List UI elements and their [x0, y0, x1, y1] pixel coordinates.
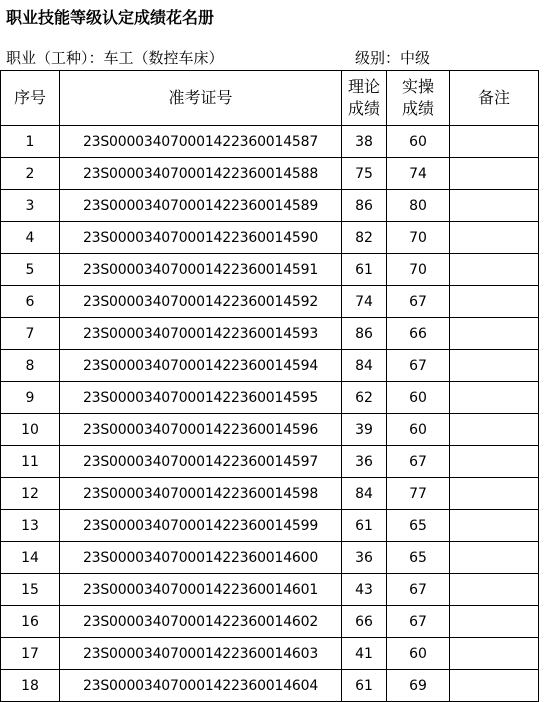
cell-cert: 23S000034070001422360014595 [60, 382, 342, 414]
cell-remark [450, 222, 539, 254]
cell-theory: 75 [342, 158, 387, 190]
cell-practice: 67 [387, 606, 450, 638]
table-header-row [1, 71, 539, 126]
col-header-practice-line1: 实操 [401, 77, 434, 96]
table-body [1, 126, 539, 702]
cell-remark [450, 190, 539, 222]
cell-theory: 61 [342, 254, 387, 286]
col-header-theory [342, 71, 387, 126]
subtitle-row [0, 46, 545, 70]
cell-seq: 17 [1, 638, 60, 670]
cell-cert: 23S000034070001422360014599 [60, 510, 342, 542]
cell-cert: 23S000034070001422360014604 [60, 670, 342, 702]
cell-cert: 23S000034070001422360014589 [60, 190, 342, 222]
cell-cert: 23S000034070001422360014597 [60, 446, 342, 478]
cell-practice: 60 [387, 126, 450, 158]
table-row [1, 606, 539, 638]
table-row [1, 542, 539, 574]
cell-practice: 65 [387, 510, 450, 542]
cell-seq: 11 [1, 446, 60, 478]
cell-seq: 4 [1, 222, 60, 254]
cell-practice: 67 [387, 446, 450, 478]
col-header-practice [387, 71, 450, 126]
cell-theory: 62 [342, 382, 387, 414]
col-header-practice-line2: 成绩 [401, 99, 434, 118]
cell-theory: 36 [342, 446, 387, 478]
col-header-seq: 序号 [1, 71, 60, 126]
cell-remark [450, 414, 539, 446]
cell-remark [450, 478, 539, 510]
cell-seq: 8 [1, 350, 60, 382]
cell-remark [450, 542, 539, 574]
table-row [1, 382, 539, 414]
cell-seq: 14 [1, 542, 60, 574]
cell-seq: 7 [1, 318, 60, 350]
col-header-theory-line2: 成绩 [347, 99, 380, 118]
cell-practice: 60 [387, 382, 450, 414]
cell-practice: 60 [387, 414, 450, 446]
cell-remark [450, 318, 539, 350]
cell-practice: 80 [387, 190, 450, 222]
table-row [1, 222, 539, 254]
cell-practice: 67 [387, 574, 450, 606]
table-row [1, 158, 539, 190]
table-row [1, 318, 539, 350]
cell-practice: 77 [387, 478, 450, 510]
table-row [1, 574, 539, 606]
col-header-theory-line1: 理论 [347, 77, 380, 96]
cell-seq: 2 [1, 158, 60, 190]
cell-practice: 60 [387, 638, 450, 670]
cell-remark [450, 638, 539, 670]
cell-remark [450, 126, 539, 158]
cell-theory: 74 [342, 286, 387, 318]
cell-practice: 69 [387, 670, 450, 702]
cell-seq: 16 [1, 606, 60, 638]
cell-seq: 5 [1, 254, 60, 286]
table-row [1, 510, 539, 542]
cell-theory: 41 [342, 638, 387, 670]
cell-seq: 1 [1, 126, 60, 158]
cell-remark [450, 670, 539, 702]
col-header-remarks: 备注 [450, 71, 539, 126]
cell-theory: 84 [342, 350, 387, 382]
cell-practice: 70 [387, 222, 450, 254]
cell-cert: 23S000034070001422360014592 [60, 286, 342, 318]
cell-remark [450, 350, 539, 382]
cell-cert: 23S000034070001422360014593 [60, 318, 342, 350]
cell-practice: 67 [387, 286, 450, 318]
cell-theory: 82 [342, 222, 387, 254]
cell-theory: 86 [342, 318, 387, 350]
cell-remark [450, 510, 539, 542]
page-title: 职业技能等级认定成绩花名册 [6, 8, 215, 27]
cell-seq: 3 [1, 190, 60, 222]
cell-cert: 23S000034070001422360014587 [60, 126, 342, 158]
table-row [1, 414, 539, 446]
cell-theory: 84 [342, 478, 387, 510]
cell-seq: 9 [1, 382, 60, 414]
score-table [0, 70, 539, 702]
cell-cert: 23S000034070001422360014596 [60, 414, 342, 446]
cell-cert: 23S000034070001422360014590 [60, 222, 342, 254]
cell-remark [450, 254, 539, 286]
cell-seq: 12 [1, 478, 60, 510]
cell-seq: 6 [1, 286, 60, 318]
cell-remark [450, 286, 539, 318]
cell-theory: 36 [342, 542, 387, 574]
cell-remark [450, 382, 539, 414]
cell-cert: 23S000034070001422360014588 [60, 158, 342, 190]
cell-remark [450, 574, 539, 606]
occupation-label: 职业（工种）：车工（数控车床） [6, 49, 224, 67]
table-row [1, 254, 539, 286]
cell-theory: 39 [342, 414, 387, 446]
cell-cert: 23S000034070001422360014603 [60, 638, 342, 670]
table-row [1, 350, 539, 382]
table-row [1, 126, 539, 158]
cell-cert: 23S000034070001422360014601 [60, 574, 342, 606]
table-row [1, 446, 539, 478]
table-row [1, 286, 539, 318]
cell-practice: 66 [387, 318, 450, 350]
table-row [1, 638, 539, 670]
cell-theory: 38 [342, 126, 387, 158]
col-header-cert: 准考证号 [60, 71, 342, 126]
level-label: 级别：中级 [355, 49, 431, 67]
cell-theory: 61 [342, 510, 387, 542]
cell-cert: 23S000034070001422360014598 [60, 478, 342, 510]
cell-remark [450, 158, 539, 190]
table-row [1, 670, 539, 702]
cell-practice: 67 [387, 350, 450, 382]
cell-cert: 23S000034070001422360014591 [60, 254, 342, 286]
cell-seq: 13 [1, 510, 60, 542]
table-row [1, 190, 539, 222]
cell-remark [450, 606, 539, 638]
cell-practice: 74 [387, 158, 450, 190]
cell-theory: 66 [342, 606, 387, 638]
cell-theory: 61 [342, 670, 387, 702]
cell-remark [450, 446, 539, 478]
cell-seq: 10 [1, 414, 60, 446]
cell-cert: 23S000034070001422360014594 [60, 350, 342, 382]
cell-theory: 86 [342, 190, 387, 222]
cell-seq: 15 [1, 574, 60, 606]
cell-practice: 70 [387, 254, 450, 286]
table-row [1, 478, 539, 510]
cell-seq: 18 [1, 670, 60, 702]
cell-theory: 43 [342, 574, 387, 606]
cell-cert: 23S000034070001422360014600 [60, 542, 342, 574]
cell-cert: 23S000034070001422360014602 [60, 606, 342, 638]
cell-practice: 65 [387, 542, 450, 574]
